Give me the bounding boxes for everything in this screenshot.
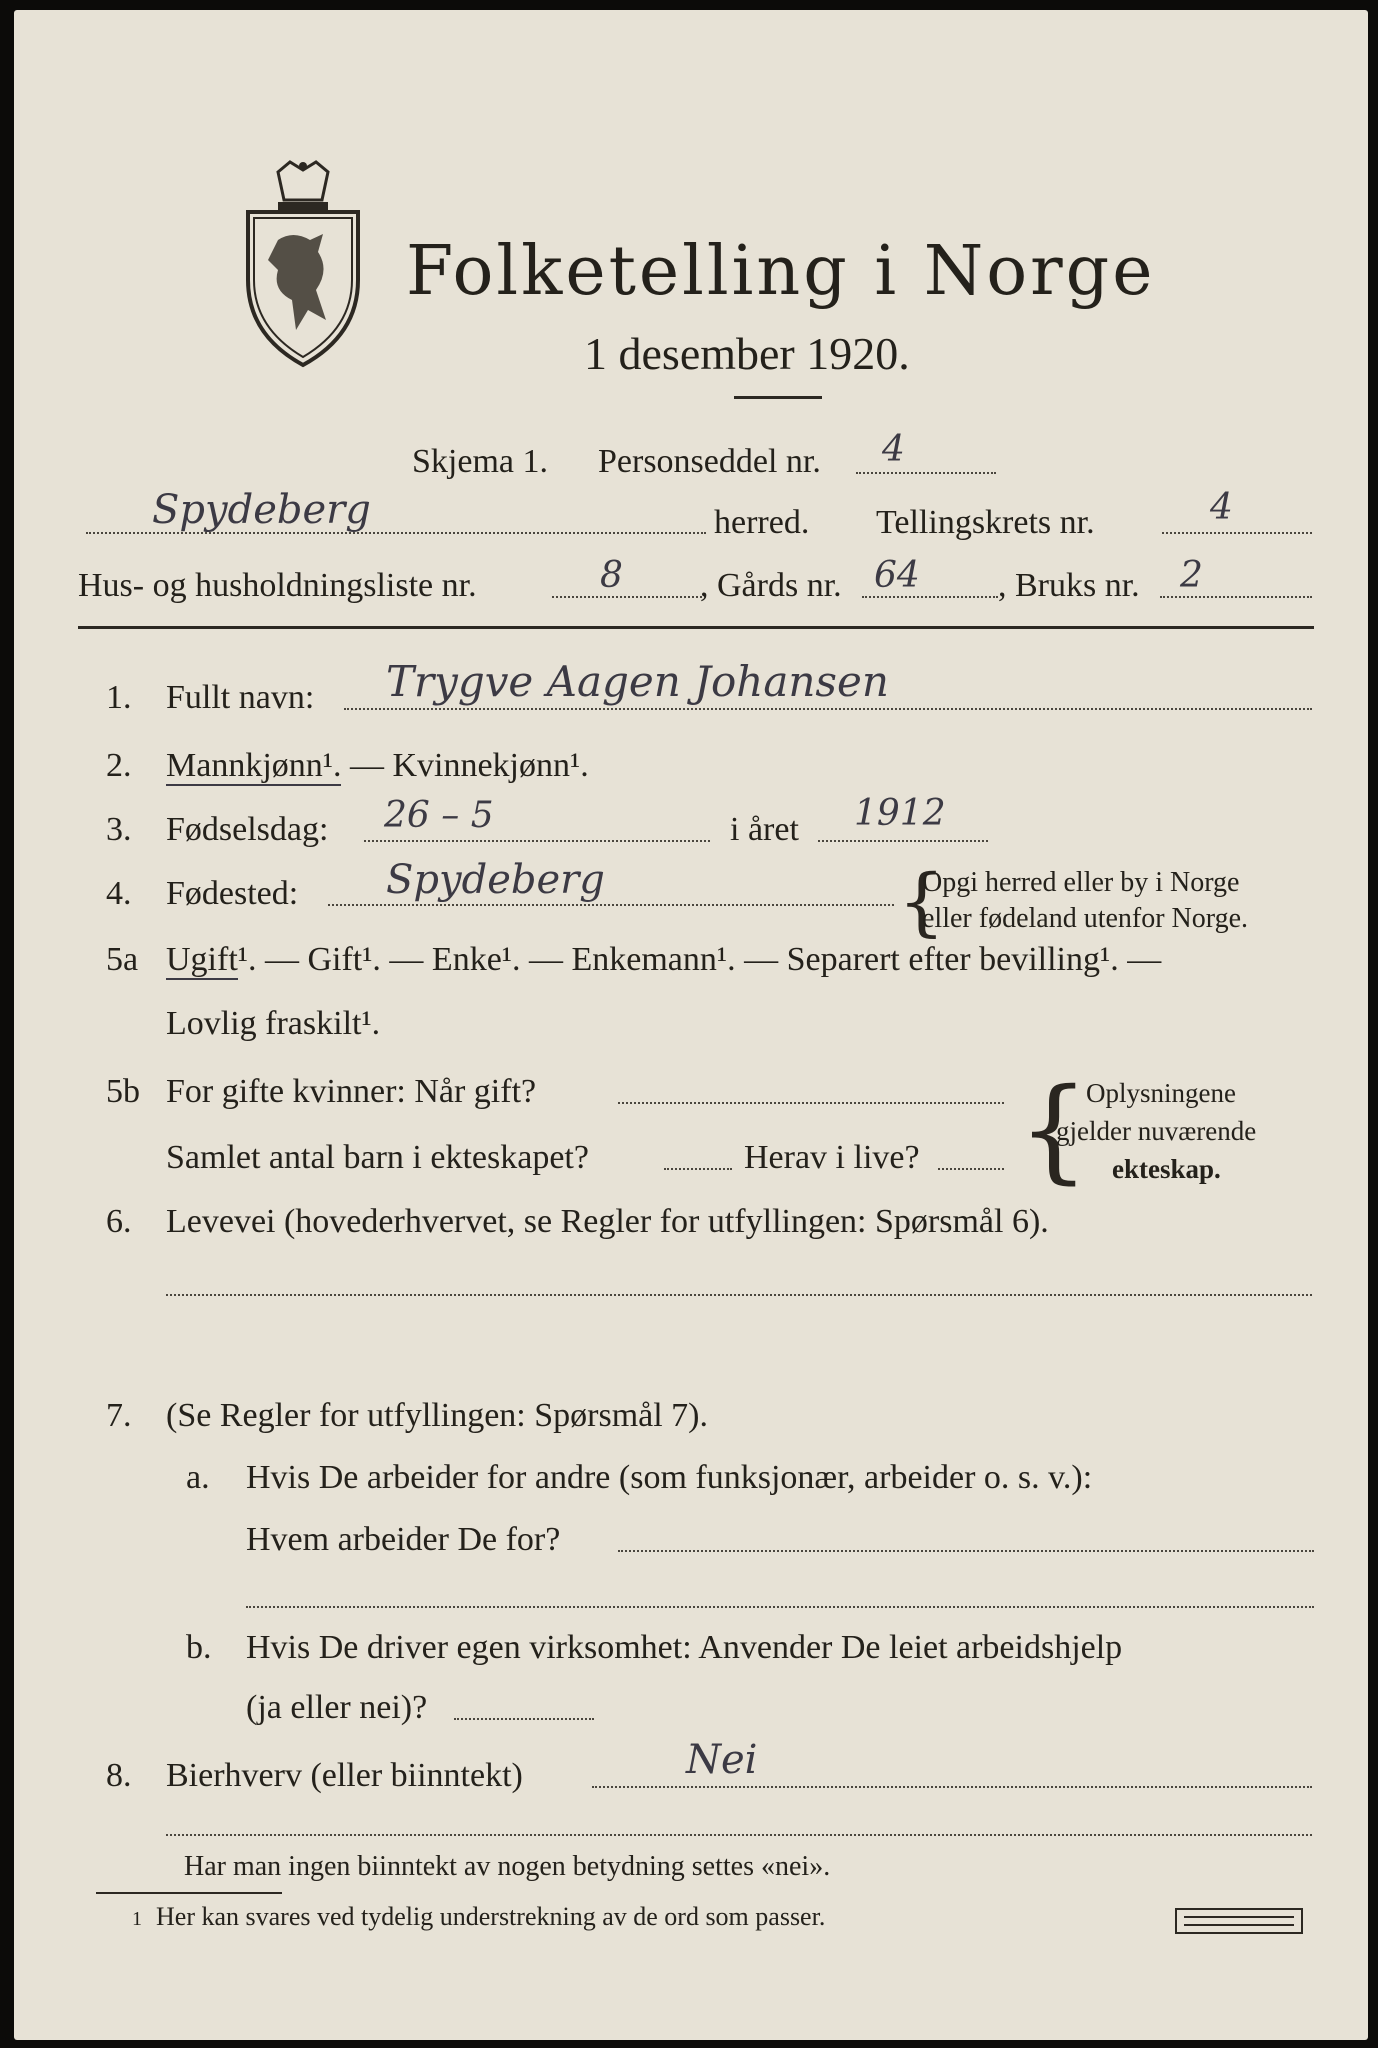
bruks-number: 2 <box>1180 555 1203 596</box>
q4-number: 4. <box>106 875 132 912</box>
q3-label: Fødselsdag: <box>166 811 329 848</box>
q7a-line1: Hvis De arbeider for andre (som funksjonær, arbeider o. s. v.): <box>246 1459 1093 1496</box>
q5b-note-line1: Oplysningene <box>1086 1078 1236 1108</box>
norwegian-coat-of-arms <box>238 160 368 370</box>
q4-line <box>328 904 894 906</box>
personseddel-number: 4 <box>882 429 905 470</box>
q5b-alive-line <box>938 1168 1004 1170</box>
q3-year-label: i året <box>730 811 799 848</box>
q7b-letter: b. <box>186 1629 212 1666</box>
q4-label: Fødested: <box>166 875 299 912</box>
q8-answer: Nei <box>686 1737 758 1783</box>
gards-number: 64 <box>874 555 920 596</box>
q7-number: 7. <box>106 1397 132 1434</box>
q3-year-line <box>818 840 988 842</box>
q8-number: 8. <box>106 1757 132 1794</box>
q6-line <box>166 1294 1312 1296</box>
personseddel-label: Personseddel nr. <box>598 443 821 480</box>
tellingskrets-line <box>1162 532 1312 534</box>
q5b-children-line <box>664 1168 732 1170</box>
personseddel-line <box>856 472 996 474</box>
q7a-employer-line <box>618 1550 1314 1552</box>
q4-note-line1: Opgi herred eller by i Norge <box>922 867 1240 898</box>
q5a-number: 5a <box>106 941 139 978</box>
q5b-note-line3: ekteskap. <box>1112 1154 1221 1184</box>
q7b-line2: (ja eller nei)? <box>246 1689 428 1726</box>
q7a-letter: a. <box>186 1459 210 1496</box>
q5b-when-married: For gifte kvinner: Når gift? <box>166 1073 537 1110</box>
q7b-answer-line <box>454 1718 594 1720</box>
q1-label: Fullt navn: <box>166 679 315 716</box>
q5a-options <box>166 940 1161 980</box>
q3-birth-date: 26 – 5 <box>384 795 494 836</box>
q2-male-option: Mannkjønn¹. <box>166 747 342 784</box>
q5b-note-line2: gjelder nuværende <box>1056 1116 1257 1146</box>
q2-separator: — <box>349 747 384 784</box>
q5b-children-label: Samlet antal barn i ekteskapet? <box>166 1139 589 1176</box>
q8-line <box>592 1786 1312 1788</box>
q2-number: 2. <box>106 747 132 784</box>
census-form-sheet <box>14 10 1368 2040</box>
q1-number: 1. <box>106 679 132 716</box>
section-divider <box>78 626 1314 629</box>
q2-female-option: Kvinnekjønn¹. <box>392 747 589 784</box>
skjema-label: Skjema 1. <box>412 443 548 480</box>
q4-note-line2: eller fødeland utenfor Norge. <box>922 903 1249 934</box>
bruks-label: , Bruks nr. <box>998 567 1140 604</box>
q7b-line1: Hvis De driver egen virksomhet: Anvender De leiet arbeidshjelp <box>246 1629 1123 1666</box>
tellingskrets-number: 4 <box>1210 487 1233 528</box>
husholdningsliste-line <box>552 596 702 598</box>
bruks-line <box>1160 596 1312 598</box>
tellingskrets-label: Tellingskrets nr. <box>876 504 1095 541</box>
herred-label: herred. <box>714 504 810 541</box>
footnote-divider <box>96 1892 282 1894</box>
husholdningsliste-number: 8 <box>600 555 623 596</box>
q7a-employer-line2 <box>246 1606 1314 1608</box>
form-date: 1 desember 1920. <box>584 328 910 379</box>
husholdningsliste-label: Hus- og husholdningsliste nr. <box>78 567 477 604</box>
footnote-mark: 1 <box>132 1908 142 1930</box>
q5a-other-options: ¹. — Gift¹. — Enke¹. — Enkemann¹. — Separert efter bevilling¹. — <box>237 941 1162 978</box>
gards-label: , Gårds nr. <box>700 567 842 604</box>
q6-number: 6. <box>106 1203 132 1240</box>
q1-line <box>344 708 1312 710</box>
form-title: Folketelling i Norge <box>406 232 1156 311</box>
q5a-ugift-option: Ugift <box>166 941 238 978</box>
q4-birthplace: Spydeberg <box>386 857 605 903</box>
q5b-when-line <box>618 1102 1004 1104</box>
q5b-number: 5b <box>106 1073 140 1110</box>
q7a-line2: Hvem arbeider De for? <box>246 1521 561 1558</box>
q5b-note-brace: { <box>1018 1065 1090 1195</box>
title-divider <box>734 396 822 399</box>
q3-day-line <box>364 840 710 842</box>
q3-number: 3. <box>106 811 132 848</box>
q5b-alive-label: Herav i live? <box>744 1139 920 1176</box>
herred-value: Spydeberg <box>152 487 371 533</box>
q8-label: Bierhverv (eller biinntekt) <box>166 1757 523 1794</box>
footnote-text: Her kan svares ved tydelig understrekning av de ord som passer. <box>156 1902 826 1931</box>
q5a-line2: Lovlig fraskilt¹. <box>166 1005 381 1042</box>
q2-options <box>166 746 589 786</box>
printer-stamp <box>1174 1906 1304 1936</box>
q4-note-brace: { <box>898 859 946 945</box>
q3-birth-year: 1912 <box>854 793 946 834</box>
q8-line2 <box>166 1834 1312 1836</box>
nei-instruction: Har man ingen biinntekt av nogen betydning settes «nei». <box>184 1851 831 1882</box>
q6-label: Levevei (hovederhvervet, se Regler for utfyllingen: Spørsmål 6). <box>166 1203 1049 1240</box>
q1-full-name: Trygve Aagen Johansen <box>386 657 889 706</box>
q7-label: (Se Regler for utfyllingen: Spørsmål 7). <box>166 1397 709 1434</box>
gards-line <box>862 596 998 598</box>
